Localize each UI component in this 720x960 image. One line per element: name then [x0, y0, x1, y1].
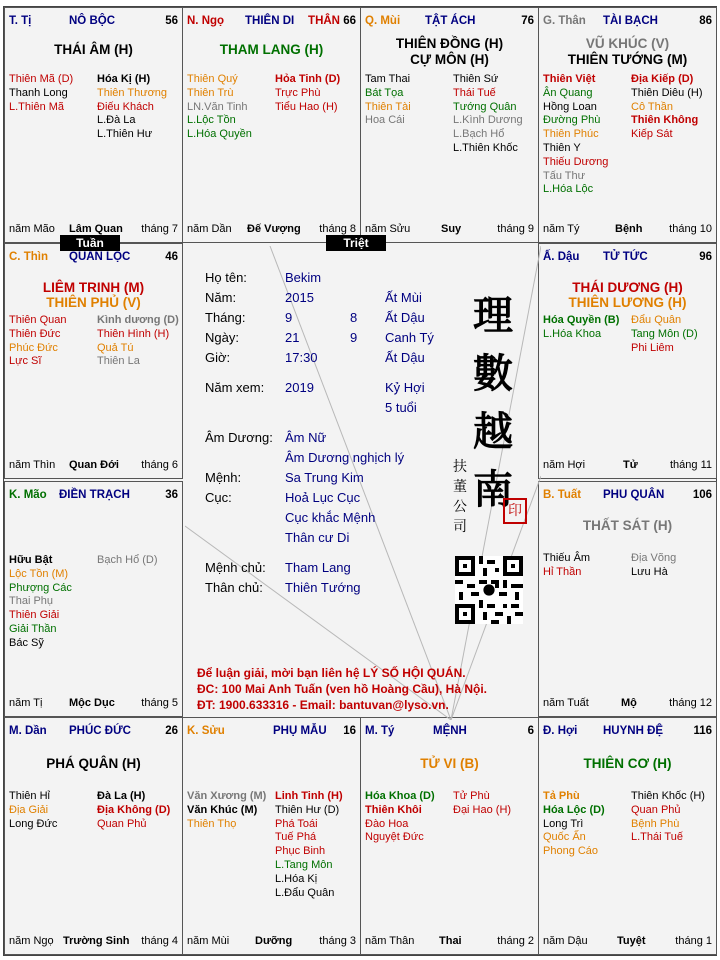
small-char-2: 董 [453, 479, 467, 495]
star: Nguyệt Đức [365, 831, 424, 844]
star: Thiên Thương [97, 86, 168, 99]
main-star: THIÊN TƯỚNG (M) [567, 52, 688, 67]
star: L.Hóa Kị [275, 872, 318, 885]
palace-position: K. Mão [9, 489, 47, 501]
palace-stage: Bệnh [615, 223, 643, 235]
star: Hóa Lộc (D) [543, 803, 605, 816]
main-star: VŨ KHÚC (V) [585, 36, 670, 51]
minor-stars-right [275, 73, 363, 114]
star: Thiên Đức [9, 327, 61, 340]
star: L.Tang Môn [275, 858, 333, 871]
star: L.Bạch Hổ [453, 128, 505, 141]
star: L.Đẩu Quân [275, 886, 335, 899]
triet-tag: Triệt [326, 235, 386, 251]
star: Thiên Tài [365, 100, 411, 113]
star: Thái Tuế [453, 86, 496, 99]
star: Thiên Sứ [453, 73, 499, 85]
amduong-label: Âm Dương: [205, 430, 273, 445]
star: Thiếu Âm [543, 552, 591, 564]
star: Đại Hao (H) [453, 803, 512, 816]
star: Quan Phủ [97, 817, 147, 830]
star: Phong Cáo [543, 845, 599, 858]
minor-stars-right [453, 73, 541, 156]
minor-stars-right [453, 790, 541, 818]
palace-number: 56 [165, 15, 178, 27]
palace-month: tháng 3 [319, 935, 356, 947]
year-can: Ất Mùi [385, 290, 422, 305]
palace-stage: Suy [441, 223, 462, 235]
palace-dau [538, 243, 717, 479]
main-star: THIÊN PHỦ (V) [46, 295, 141, 310]
palace-position: Ấ. Dậu [543, 251, 580, 263]
star: Quả Tú [97, 341, 134, 354]
main-star: CỰ MÔN (H) [410, 52, 489, 67]
minor-stars-right [97, 314, 185, 369]
hour-label: Giờ: [205, 350, 231, 365]
palace-house: ĐIỀN TRẠCH [59, 489, 130, 501]
palace-position: G. Thân [543, 15, 586, 27]
minor-stars-right [97, 554, 185, 568]
palace-stage: Đế Vượng [247, 223, 301, 235]
palace-year: năm Mão [9, 223, 55, 235]
month-solar: 9 [285, 310, 293, 325]
star: Tả Phù [543, 790, 580, 802]
palace-year: năm Dậu [543, 935, 588, 947]
menh-label: Mệnh: [205, 470, 242, 485]
star: Thanh Long [9, 86, 68, 99]
day-lunar: 9 [350, 330, 358, 345]
palace-year: năm Tị [9, 697, 43, 709]
view-year-can: Kỷ Hợi [385, 380, 425, 395]
menhchu-label: Mệnh chủ: [205, 560, 266, 575]
star: L.Thiên Khốc [453, 141, 518, 154]
minor-stars-left [9, 790, 97, 831]
palace-dan [4, 717, 183, 955]
calligraphy-char-4: 南 [473, 466, 513, 513]
star: Tiểu Hao (H) [275, 100, 338, 113]
star: Lực Sĩ [9, 355, 42, 368]
palace-thin [4, 243, 183, 479]
amduong-note: Âm Dương nghịch lý [285, 450, 405, 465]
palace-month: tháng 10 [669, 223, 712, 235]
star: LN.Văn Tinh [187, 100, 248, 113]
star: Đẩu Quân [631, 314, 682, 326]
main-star: THIÊN CƠ (H) [583, 756, 672, 771]
minor-stars-left [365, 73, 453, 128]
palace-house: TÀI BẠCH [603, 15, 658, 27]
palace-stage: Quan Đới [69, 459, 119, 471]
palace-stage: Tử [623, 459, 638, 471]
star: Lộc Tồn (M) [9, 567, 69, 580]
palace-number: 36 [165, 489, 178, 501]
star: Địa Võng [631, 552, 677, 564]
palace-house: TỬ TỨC [603, 251, 648, 263]
name-label: Họ tên: [205, 270, 247, 285]
palace-number: 116 [693, 725, 712, 737]
palace-house: HUYNH ĐỆ [603, 725, 664, 737]
main-star: THIÊN ĐỒNG (H) [395, 36, 504, 51]
star: Văn Khúc (M) [187, 803, 258, 816]
minor-stars-right [631, 73, 719, 142]
palace-mui [360, 7, 539, 243]
minor-stars-left [9, 314, 97, 369]
palace-house: PHỤ MẪU [273, 725, 327, 737]
cuc-note: Cục khắc Mệnh [285, 510, 376, 525]
main-star: PHÁ QUÂN (H) [46, 756, 141, 771]
minor-stars-right [631, 790, 719, 845]
palace-position: Q. Mùi [365, 15, 401, 27]
minor-stars-left [187, 790, 275, 831]
star: Thiên Y [543, 141, 581, 154]
palace-year: năm Thân [365, 935, 415, 947]
palace-stage: Mộ [621, 697, 637, 709]
star: Tướng Quân [453, 100, 517, 113]
palace-month: tháng 4 [141, 935, 178, 947]
minor-stars-right [275, 790, 363, 900]
star: Hóa Kị (H) [97, 73, 151, 85]
star: Đào Hoa [365, 817, 409, 830]
contact-line-2: ĐC: 100 Mai Anh Tuấn (ven hồ Hoàng Cầu), Hà Nội. [197, 682, 488, 696]
palace-month: tháng 7 [141, 223, 178, 235]
palace-stage: Trường Sinh [63, 935, 130, 947]
star: Hóa Quyền (B) [543, 314, 620, 326]
star: Thiên Hỉ [9, 790, 50, 802]
star: Tam Thai [365, 73, 411, 85]
star: Hữu Bật [9, 554, 53, 566]
palace-year: năm Ngọ [9, 935, 54, 947]
age-value: 5 tuổi [385, 400, 417, 415]
palace-month: tháng 8 [319, 223, 356, 235]
minor-stars-right [97, 73, 185, 142]
star: Hồng Loan [543, 100, 597, 113]
calligraphy-char-2: 數 [473, 350, 513, 397]
star: Phá Toái [275, 817, 318, 830]
minor-stars-right [631, 314, 719, 355]
view-year-label: Năm xem: [205, 380, 265, 395]
star: Bát Tọa [365, 86, 404, 99]
palace-number: 16 [343, 725, 356, 737]
star: L.Kình Dương [453, 114, 523, 127]
star: Trực Phù [275, 86, 321, 99]
palace-mao [4, 481, 183, 717]
calligraphy-char-3: 越 [473, 408, 513, 455]
palace-stage: Dưỡng [255, 935, 293, 947]
month-label: Tháng: [205, 310, 246, 325]
star: Quốc Ấn [543, 831, 586, 844]
palace-than [538, 7, 717, 243]
star: Tuế Phá [275, 831, 317, 844]
palace-house: PHÚC ĐỨC [69, 725, 131, 737]
palace-year: năm Dần [187, 223, 232, 235]
star: Bác Sỹ [9, 636, 44, 649]
minor-stars-left [187, 73, 275, 142]
star: Thiên Giải [9, 609, 60, 622]
calligraphy-char-1: 理 [473, 292, 513, 339]
palace-ty [360, 717, 539, 955]
tuan-tag: Tuần [60, 235, 120, 251]
minor-stars-left [543, 552, 631, 580]
star: Đường Phù [543, 114, 601, 127]
palace-number: 86 [699, 15, 712, 27]
palace-position: T. Tị [9, 15, 32, 27]
palace-number: 26 [165, 725, 178, 737]
star: L.Thiên Hư [97, 128, 153, 141]
palace-house: MỆNH [433, 725, 467, 737]
palace-year: năm Thìn [9, 459, 56, 471]
star: Quan Phủ [631, 803, 681, 816]
minor-stars-left [9, 554, 97, 651]
palace-year: năm Tý [543, 223, 580, 235]
palace-month: tháng 2 [497, 935, 534, 947]
thanchu-label: Thân chủ: [205, 580, 263, 595]
palace-stage: Lâm Quan [69, 223, 123, 235]
star: L.Thiên Mã [9, 100, 65, 113]
star: Phục Binh [275, 845, 326, 858]
center-panel [185, 246, 541, 720]
palace-number: 66 [343, 15, 356, 27]
star: Bạch Hổ (D) [97, 554, 158, 566]
day-label: Ngày: [205, 330, 239, 345]
thanchu-value: Thiên Tướng [285, 580, 361, 595]
palace-number: 106 [692, 489, 712, 501]
palace-number: 46 [165, 251, 178, 263]
star: Thiên Quý [187, 73, 238, 85]
star: Giải Thần [9, 622, 57, 635]
main-star: TỬ VI (B) [420, 756, 479, 771]
star: L.Hóa Lộc [543, 183, 594, 196]
minor-stars-right [631, 552, 719, 580]
palace-house: QUAN LỘC [69, 251, 131, 263]
star: Thiên Việt [543, 73, 596, 85]
main-star: THÁI DƯƠNG (H) [572, 280, 683, 295]
year-value: 2015 [285, 290, 314, 305]
star: Thiên Phúc [543, 128, 599, 141]
palace-ngo [182, 7, 361, 243]
main-star: THÁI ÂM (H) [54, 42, 133, 57]
horoscope-chart [3, 6, 717, 956]
star: Thiên Quan [9, 314, 67, 326]
star: Thai Phụ [9, 595, 54, 608]
day-can: Canh Tý [385, 330, 434, 345]
minor-stars-right [97, 790, 185, 831]
palace-position: Đ. Hợi [543, 725, 578, 737]
palace-position: N. Ngọ [187, 15, 225, 27]
cuc-value: Hoả Lục Cục [285, 490, 361, 505]
star: Thiên Hình (H) [97, 327, 170, 340]
palace-year: năm Tuất [543, 697, 589, 709]
star: Kiếp Sát [631, 128, 673, 141]
star: Thiên Thọ [187, 817, 237, 830]
palace-position: M. Dần [9, 725, 47, 737]
star: Hoa Cái [365, 114, 405, 127]
main-star: THIÊN LƯƠNG (H) [568, 295, 687, 310]
palace-month: tháng 9 [497, 223, 534, 235]
minor-stars-left [543, 790, 631, 859]
star: Thiên La [97, 355, 140, 368]
star: Cô Thần [631, 100, 673, 113]
palace-year: năm Hợi [543, 459, 586, 471]
star: L.Đà La [97, 114, 136, 127]
star: Văn Xương (M) [187, 790, 267, 802]
palace-position: C. Thìn [9, 251, 48, 263]
palace-month: tháng 12 [669, 697, 712, 709]
small-char-3: 公 [453, 499, 467, 515]
small-char-4: 司 [453, 519, 467, 535]
star: Thiếu Dương [543, 155, 609, 168]
star: Thiên Mã (D) [9, 73, 74, 85]
menh-value: Sa Trung Kim [285, 470, 364, 485]
palace-number: 76 [521, 15, 534, 27]
than-marker: THÂN [308, 15, 340, 27]
palace-month: tháng 11 [669, 459, 712, 471]
star: Phượng Các [9, 581, 72, 594]
month-can: Ất Dậu [385, 310, 425, 325]
star: L.Hóa Quyền [187, 128, 252, 141]
palace-house: NÔ BỘC [69, 15, 115, 27]
than-cu-note: Thân cư Di [285, 530, 350, 545]
star: Địa Giải [9, 803, 49, 816]
qr-code-icon [455, 556, 523, 624]
main-star: THẤT SÁT (H) [582, 518, 673, 533]
palace-position: B. Tuất [543, 489, 582, 501]
star: Tử Phù [453, 790, 490, 802]
palace-number: 96 [699, 251, 712, 263]
small-char-1: 扶 [453, 459, 467, 475]
star: Đà La (H) [97, 790, 146, 802]
view-year-value: 2019 [285, 380, 314, 395]
amduong-value: Âm Nữ [285, 430, 327, 445]
palace-suu [182, 717, 361, 955]
star: L.Lộc Tồn [187, 114, 236, 127]
star: Phúc Đức [9, 341, 58, 354]
star: Thiên Diêu (H) [631, 86, 703, 99]
cuc-label: Cục: [205, 490, 232, 505]
star: Long Trì [543, 817, 584, 830]
star: Kình dương (D) [97, 314, 179, 326]
year-label: Năm: [205, 290, 237, 305]
palace-house: THIÊN DI [245, 15, 295, 27]
star: Linh Tinh (H) [275, 790, 343, 802]
main-star: THAM LANG (H) [219, 42, 324, 57]
palace-year: năm Mùi [187, 935, 230, 947]
hour-value: 17:30 [285, 350, 318, 365]
star: Thiên Không [631, 114, 699, 127]
palace-number: 6 [527, 725, 534, 737]
palace-house: TẬT ÁCH [425, 15, 476, 27]
palace-house: PHU QUÂN [603, 489, 665, 501]
palace-month: tháng 5 [141, 697, 178, 709]
star: Thiên Khốc (H) [631, 790, 705, 802]
palace-year: năm Sửu [365, 223, 411, 235]
star: Tấu Thư [543, 169, 586, 182]
star: Điếu Khách [97, 100, 154, 113]
minor-stars-left [543, 73, 631, 197]
contact-line-3: ĐT: 1900.633316 - Email: bantuvan@lyso.vn. [197, 698, 449, 712]
contact-line-1: Để luận giải, mời bạn liên hệ LÝ SỐ HỘI QUÁN. [197, 666, 466, 680]
palace-position: M. Tý [365, 725, 395, 737]
star: Bệnh Phù [631, 817, 680, 830]
minor-stars-left [9, 73, 97, 114]
minor-stars-left [543, 314, 631, 342]
day-solar: 21 [285, 330, 300, 345]
month-lunar: 8 [350, 310, 358, 325]
star: Hỉ Thần [543, 565, 582, 578]
red-seal-icon: 印 [503, 498, 527, 524]
star: Thiên Khôi [365, 803, 422, 816]
star: Địa Kiếp (D) [631, 73, 694, 85]
star: Phi Liêm [631, 341, 674, 354]
star: Thiên Hư (D) [275, 803, 340, 816]
star: Hóa Khoa (D) [365, 790, 435, 802]
star: Long Đức [9, 817, 58, 830]
palace-stage: Thai [439, 935, 462, 947]
name-value: Bekim [285, 270, 322, 285]
star: Thiên Trù [187, 86, 234, 99]
palace-tuat [538, 481, 717, 717]
star: Hỏa Tinh (D) [275, 73, 341, 85]
palace-ti [4, 7, 183, 243]
palace-stage: Mộc Dục [69, 697, 115, 709]
star: Tang Môn (D) [631, 327, 698, 340]
palace-month: tháng 6 [141, 459, 178, 471]
palace-hoi [538, 717, 717, 955]
palace-position: K. Sửu [187, 725, 225, 737]
menhchu-value: Tham Lang [285, 560, 351, 575]
star: Ân Quang [543, 86, 593, 99]
star: Lưu Hà [631, 565, 668, 578]
palace-month: tháng 1 [675, 935, 712, 947]
star: Địa Không (D) [97, 803, 171, 816]
hour-can: Ất Dậu [385, 350, 425, 365]
palace-stage: Tuyệt [617, 935, 646, 947]
minor-stars-left [365, 790, 453, 845]
main-star: LIÊM TRINH (M) [42, 280, 145, 295]
star: L.Hóa Khoa [543, 327, 602, 340]
star: L.Thái Tuế [631, 831, 683, 844]
